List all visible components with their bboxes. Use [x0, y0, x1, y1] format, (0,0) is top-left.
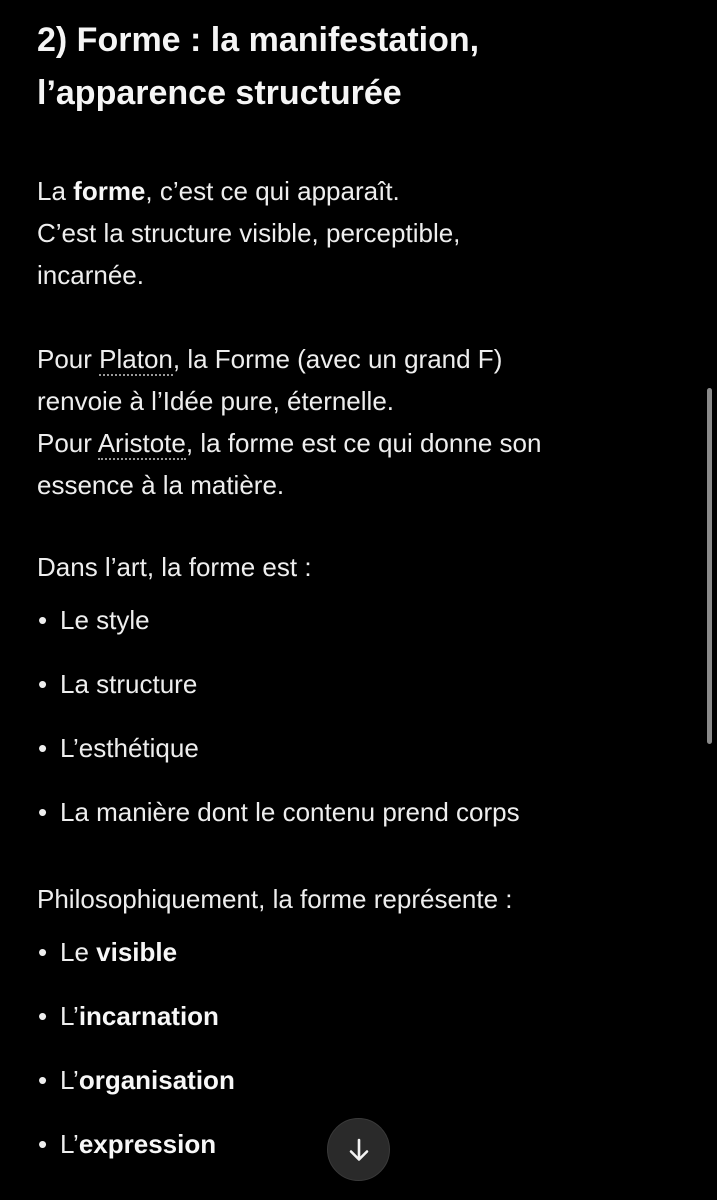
heading-line-2: l’apparence structurée	[37, 74, 402, 112]
aristote-link[interactable]: Aristote	[97, 428, 186, 458]
philosophers-text: Pour	[37, 344, 100, 374]
list-item-text: Le	[60, 937, 97, 967]
list-item-text: L’	[60, 1001, 79, 1031]
list-item-bold: incarnation	[78, 1001, 219, 1031]
intro-paragraph	[37, 170, 677, 296]
heading-line-1: 2) Forme : la manifestation,	[37, 21, 480, 59]
list-item-text: L’	[60, 1129, 79, 1159]
philosophers-line-2: renvoie à l’Idée pure, éternelle.	[37, 386, 395, 416]
list-item-text: La structure	[60, 669, 198, 699]
art-list	[37, 588, 677, 844]
list-item	[37, 984, 677, 1048]
philosophers-paragraph	[37, 338, 677, 506]
list-item-bold: organisation	[78, 1065, 235, 1095]
bullet-dot: •	[38, 1001, 48, 1031]
list-item	[37, 1048, 677, 1112]
bullet-dot: •	[38, 1129, 48, 1159]
list-item-bold: expression	[78, 1129, 217, 1159]
bullet-dot: •	[38, 1065, 48, 1095]
intro-line-3: incarnée.	[37, 260, 144, 290]
list-item-text: Le style	[60, 605, 150, 635]
intro-bold-term: forme	[73, 176, 146, 206]
philosophers-text: , la forme est ce qui donne son	[185, 428, 542, 458]
section-heading	[37, 14, 677, 120]
intro-text: La	[37, 176, 74, 206]
philosophers-text: Pour	[37, 428, 98, 458]
scrollbar-thumb[interactable]	[707, 388, 712, 744]
bullet-dot: •	[38, 669, 48, 699]
arrow-down-icon	[346, 1137, 372, 1163]
list-item	[37, 780, 677, 844]
bullet-dot: •	[38, 797, 48, 827]
list-item-text: L’esthétique	[60, 733, 199, 763]
list-item	[37, 920, 677, 984]
list-item	[37, 588, 677, 652]
list-item-bold: visible	[96, 937, 178, 967]
message-content	[37, 14, 677, 1176]
bullet-dot: •	[38, 605, 48, 635]
scroll-to-bottom-button[interactable]	[327, 1118, 390, 1181]
list-item	[37, 716, 677, 780]
bullet-dot: •	[38, 937, 48, 967]
philosophers-line-4: essence à la matière.	[37, 470, 285, 500]
philosophers-text: , la Forme (avec un grand F)	[172, 344, 503, 374]
intro-text: , c’est ce qui apparaît.	[145, 176, 400, 206]
bullet-dot: •	[38, 733, 48, 763]
list-item	[37, 652, 677, 716]
list-item-text: La manière dont le contenu prend corps	[60, 797, 520, 827]
intro-line-2: C’est la structure visible, perceptible,	[37, 218, 461, 248]
philosophy-lead: Philosophiquement, la forme représente :	[37, 884, 513, 914]
art-lead: Dans l’art, la forme est :	[37, 552, 312, 582]
list-item-text: L’	[60, 1065, 79, 1095]
platon-link[interactable]: Platon	[99, 344, 173, 374]
